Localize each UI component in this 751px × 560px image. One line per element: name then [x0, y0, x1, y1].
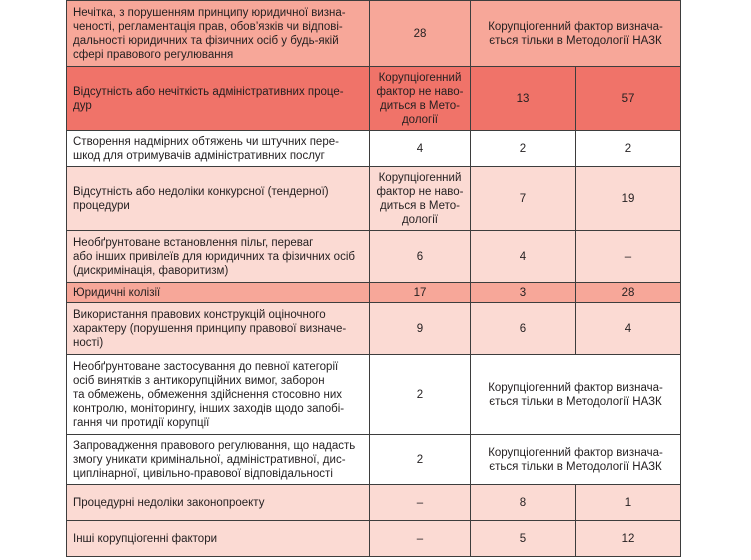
- factor-name-cell: Юридичні колізії: [67, 283, 370, 303]
- table-row: [67, 231, 681, 283]
- value-cell: 6: [370, 231, 471, 283]
- factor-name-cell: Використання правових конструкцій оціночного характеру (порушення принципу правової визначе- ності): [67, 303, 370, 355]
- value-cell: –: [576, 231, 681, 283]
- value-cell: 17: [370, 283, 471, 303]
- value-cell: 28: [370, 1, 471, 67]
- value-cell: –: [370, 521, 471, 557]
- value-cell: 28: [576, 283, 681, 303]
- value-cell: 2: [370, 355, 471, 435]
- value-cell: 3: [471, 283, 576, 303]
- factor-name-cell: Необґрунтоване застосування до певної категорії осіб винятків з антикорупційних вимог, заборон та обмежень, обмеження здійснення стосовно них контролю, моніторингу, інших заходів щодо запобі- гання чи протидії корупції: [67, 355, 370, 435]
- factor-name-cell: Необґрунтоване встановлення пільг, переваг або інших привілеїв для юридичних та фізичних осіб (дискримінація, фаворитизм): [67, 231, 370, 283]
- value-cell: 5: [471, 521, 576, 557]
- value-cell: 6: [471, 303, 576, 355]
- factor-name-cell: Процедурні недоліки законопроекту: [67, 485, 370, 521]
- table-row: [67, 167, 681, 231]
- table-row: [67, 435, 681, 485]
- factor-name-cell: Інші корупціогенні фактори: [67, 521, 370, 557]
- not-given-cell: Корупціогенний фактор не наво- диться в Мето- дології: [370, 167, 471, 231]
- methodology-only-cell: Корупціогенний фактор визнача- ється тільки в Методології НАЗК: [471, 1, 681, 67]
- methodology-only-cell: Корупціогенний фактор визнача- ється тільки в Методології НАЗК: [471, 435, 681, 485]
- value-cell: 4: [576, 303, 681, 355]
- factor-name-cell: Відсутність або нечіткість адміністративних проце- дур: [67, 67, 370, 131]
- value-cell: 4: [471, 231, 576, 283]
- factor-name-cell: Створення надмірних обтяжень чи штучних пере- шкод для отримувачів адміністративних послуг: [67, 131, 370, 167]
- value-cell: 19: [576, 167, 681, 231]
- value-cell: 7: [471, 167, 576, 231]
- table-row: [67, 1, 681, 67]
- factor-name-cell: Запровадження правового регулювання, що надасть змогу уникати кримінальної, адміністративної, дис- циплінарної, цивільно-правової відповідальності: [67, 435, 370, 485]
- value-cell: 13: [471, 67, 576, 131]
- table-row: [67, 67, 681, 131]
- table-row: [67, 521, 681, 557]
- table-row: [67, 283, 681, 303]
- table-row: [67, 355, 681, 435]
- factor-name-cell: Нечітка, з порушенням принципу юридичної визна- ченості, регламентація прав, обов’язків чи відпові- дальності юридичних та фізичних осіб у будь-якій сфері правового регулювання: [67, 1, 370, 67]
- not-given-cell: Корупціогенний фактор не наво- диться в Мето- дології: [370, 67, 471, 131]
- table-row: [67, 303, 681, 355]
- corruption-factors-table: [66, 0, 681, 557]
- value-cell: 1: [576, 485, 681, 521]
- table-row: [67, 131, 681, 167]
- value-cell: 12: [576, 521, 681, 557]
- methodology-only-cell: Корупціогенний фактор визнача- ється тільки в Методології НАЗК: [471, 355, 681, 435]
- table-row: [67, 485, 681, 521]
- value-cell: 4: [370, 131, 471, 167]
- value-cell: –: [370, 485, 471, 521]
- value-cell: 57: [576, 67, 681, 131]
- value-cell: 2: [576, 131, 681, 167]
- value-cell: 2: [370, 435, 471, 485]
- factor-name-cell: Відсутність або недоліки конкурсної (тендерної) процедури: [67, 167, 370, 231]
- value-cell: 2: [471, 131, 576, 167]
- value-cell: 9: [370, 303, 471, 355]
- value-cell: 8: [471, 485, 576, 521]
